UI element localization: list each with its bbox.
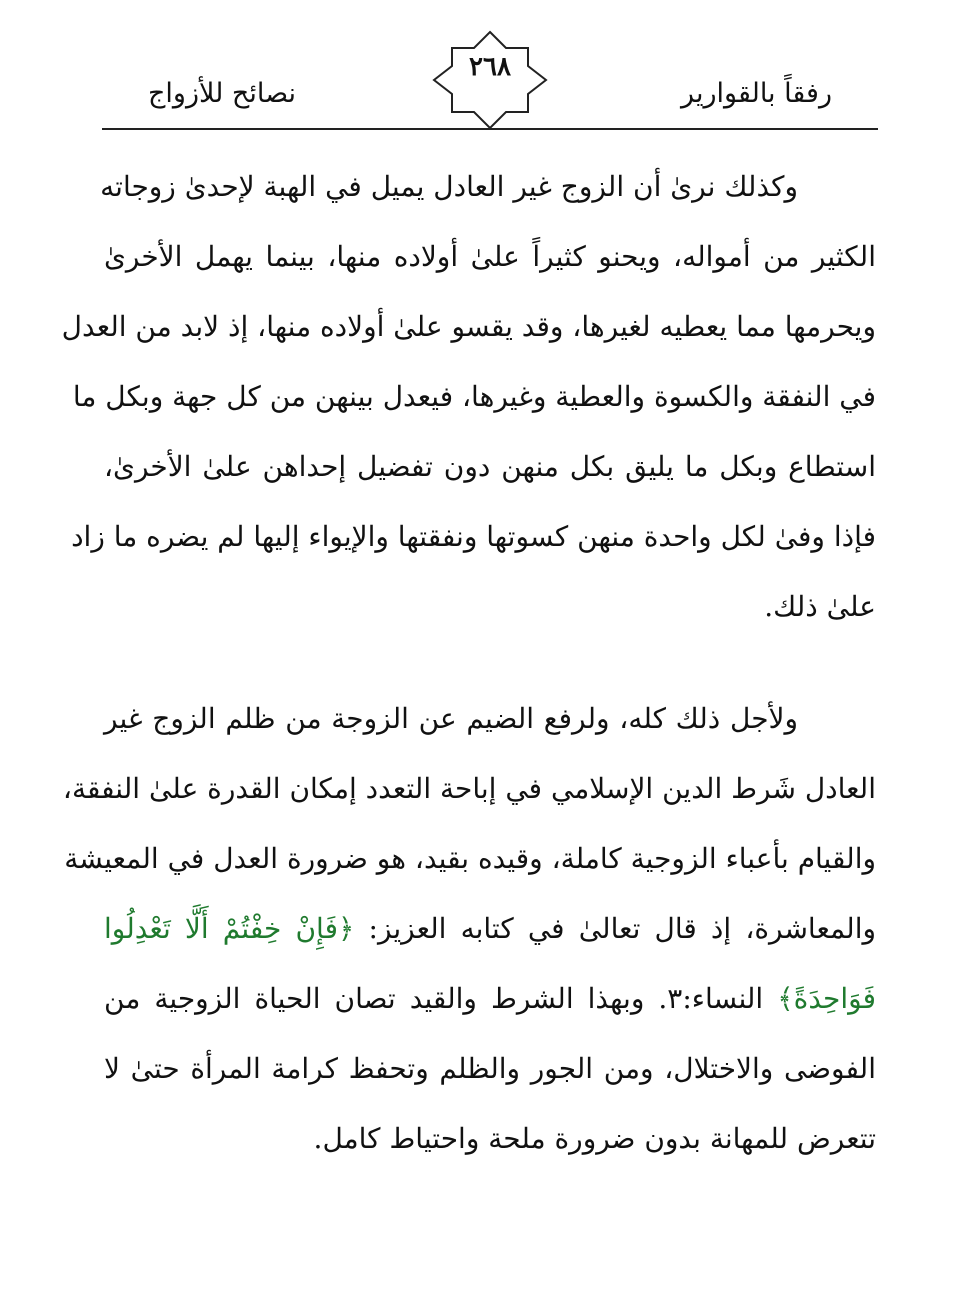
line-text: والمعاشرة، إذ قال تعالىٰ في كتابه العزيز: <box>354 912 876 945</box>
paragraph-line: علىٰ ذلك. <box>764 590 876 623</box>
quran-verse: فَإِنْ خِفْتُمْ أَلَّا تَعْدِلُوا <box>104 912 338 945</box>
paragraph-line: استطاع وبكل ما يليق بكل منهن دون تفضيل إحداهن علىٰ الأخرىٰ، <box>104 450 876 483</box>
page-number-frame <box>432 30 548 130</box>
paragraph-line: والقيام بأعباء الزوجية كاملة، وقيده بقيد، هو ضرورة العدل في المعيشة <box>64 842 876 875</box>
chapter-title: نصائح للأزواج <box>148 78 297 109</box>
paragraph-line: الكثير من أمواله، ويحنو كثيراً علىٰ أولاده منها، بينما يهمل الأخرىٰ <box>104 240 876 273</box>
paragraph-line <box>104 894 876 964</box>
quran-open-brace: ﴿ <box>337 912 355 945</box>
paragraph-line: الفوضى والاختلال، ومن الجور والظلم وتحفظ كرامة المرأة حتىٰ لا <box>104 1052 876 1085</box>
paragraph-line: ولأجل ذلك كله، ولرفع الضيم عن الزوجة من ظلم الزوج غير <box>104 702 798 735</box>
paragraph-line: فإذا وفىٰ لكل واحدة منهن كسوتها ونفقتها والإيواء إليها لم يضره ما زاد <box>71 520 876 553</box>
paragraph-line: ويحرمها مما يعطيه لغيرها، وقد يقسو علىٰ أولاده منها، إذ لابد من العدل <box>61 310 876 343</box>
page-number: ٢٦٨ <box>469 52 511 82</box>
paragraph-line: وكذلك نرىٰ أن الزوج غير العادل يميل في الهبة لإحدىٰ زوجاته <box>100 170 798 203</box>
paragraph-line: تتعرض للمهانة بدون ضرورة ملحة واحتياط كامل. <box>313 1122 876 1155</box>
page-header <box>102 30 878 134</box>
quran-close-brace: ﴾ <box>777 982 794 1015</box>
paragraph-1 <box>61 152 876 642</box>
paragraph-2 <box>62 684 876 1174</box>
verse-reference: النساء:٣. وبهذا الشرط والقيد تصان الحياة الزوجية من <box>104 982 778 1015</box>
book-title: رفقاً بالقوارير <box>681 78 832 109</box>
paragraph-line <box>104 964 876 1034</box>
paragraph-line: العادل شَرط الدين الإسلامي في إباحة التعدد إمكان القدرة علىٰ النفقة، <box>62 772 876 805</box>
header-rule <box>102 128 878 130</box>
paragraph-line: في النفقة والكسوة والعطية وغيرها، فيعدل بينهن من كل جهة وبكل ما <box>72 380 876 413</box>
quran-verse-cont: فَوَاحِدَةً <box>793 982 876 1015</box>
